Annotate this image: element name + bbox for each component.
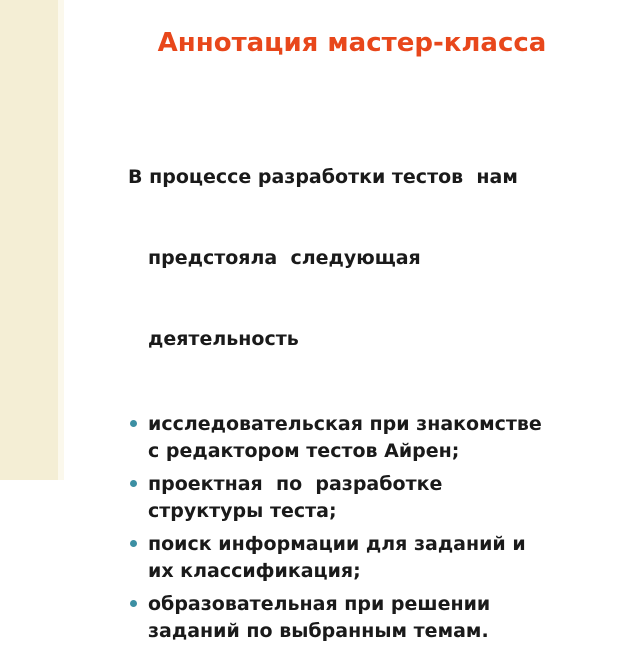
bullet-dot-icon	[130, 480, 137, 487]
bullet-text: проектная по разработке	[148, 473, 443, 495]
bullet-text: исследовательская при знакомстве	[148, 413, 542, 435]
bullet-dot-icon	[130, 420, 137, 427]
bullet-text: поиск информации для заданий и	[148, 533, 526, 555]
bullet-text: структуры теста;	[148, 500, 337, 522]
bullet-item	[128, 471, 628, 525]
slide-body	[128, 110, 628, 651]
intro-line: В процессе разработки тестов нам	[128, 166, 518, 188]
intro-paragraph	[128, 110, 628, 407]
bullet-item	[128, 411, 628, 465]
bullet-text: их классификация;	[148, 560, 361, 582]
bullet-dot-icon	[130, 540, 137, 547]
bullet-item	[128, 531, 628, 585]
bullet-list	[128, 411, 628, 645]
left-decorative-rule	[58, 0, 64, 480]
bullet-text: с редактором тестов Айрен;	[148, 440, 460, 462]
intro-line: предстояла следующая	[148, 247, 421, 269]
bullet-text: заданий по выбранным темам.	[148, 620, 489, 642]
slide-title: Аннотация мастер-класса	[157, 28, 547, 58]
bullet-dot-icon	[130, 600, 137, 607]
intro-line: деятельность	[148, 328, 299, 350]
bullet-item	[128, 591, 628, 645]
left-decorative-band	[0, 0, 58, 480]
bullet-text: образовательная при решении	[148, 593, 491, 615]
